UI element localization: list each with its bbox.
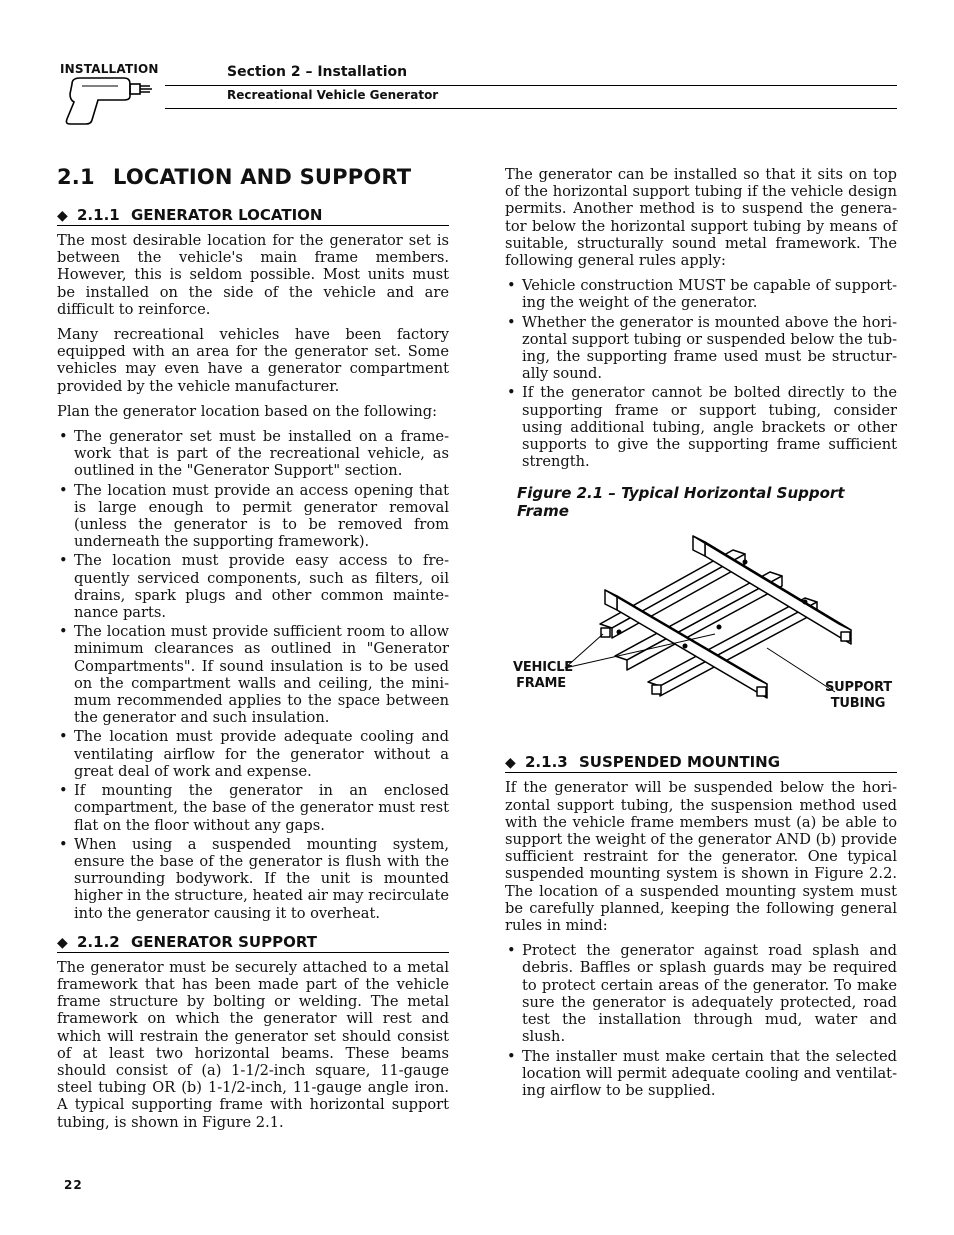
page-number: 22 <box>64 1178 83 1192</box>
support-tubing-label-line1: SUPPORT <box>825 680 892 696</box>
diamond-icon: ◆ <box>505 755 516 772</box>
bullet-list <box>505 942 897 1099</box>
list-item: • Vehicle construction MUST be capable of supporting the weight of the generator. <box>505 277 897 311</box>
list-item: • The location must provide easy access to frequently serviced components, such as filters, oil drains, spark plugs and other common maintenance parts. <box>57 552 449 621</box>
subhead-title: GENERATOR LOCATION <box>131 206 323 224</box>
logo-label: INSTALLATION <box>60 62 159 76</box>
paragraph: Many recreational vehicles have been factory equipped with an area for the generator set. Some vehicles may even have a generator compartment provided by the vehicle manufacturer. <box>57 326 449 395</box>
support-frame-figure <box>505 532 897 742</box>
subhead-generator-location <box>57 206 449 226</box>
list-item: • The location must provide an access opening that is large enough to permit generator removal (unless the generator is to be removed from underneath the supporting framework). <box>57 482 449 551</box>
header-rule <box>165 85 897 86</box>
left-column <box>57 165 449 1139</box>
diamond-icon: ◆ <box>57 208 68 224</box>
header-rule-bottom <box>165 108 897 109</box>
diamond-icon: ◆ <box>57 934 68 951</box>
vehicle-frame-label-line2: FRAME <box>516 676 566 692</box>
section-subtitle: Recreational Vehicle Generator <box>227 88 439 102</box>
installation-logo <box>58 62 168 128</box>
support-tubing-label-line2: TUBING <box>830 696 886 712</box>
paragraph: The most desirable location for the generator set is between the vehicle's main frame members. However, this is seldom possible. Most units must be installed on the side of the vehicle and are difficult to reinforce. <box>57 232 449 318</box>
paragraph: Plan the generator location based on the following: <box>57 402 438 420</box>
list-item: • When using a suspended mounting system, ensure the base of the generator is flush with the surrounding bodywork. If the unit is mounted higher in the structure, heated air may recirculate into the generator causing it to overheat. <box>57 836 449 922</box>
subhead-suspended-mounting <box>505 753 897 773</box>
list-item: • The generator set must be installed on a framework that is part of the recreational vehicle, as outlined in the "Generator Support" section. <box>57 428 449 480</box>
paragraph: If the generator will be suspended below the horizontal support tubing, the suspension method used with the vehicle frame members must (a) be able to support the weight of the generator AND (b) provide sufficient restraint for the generator. One typical suspended mounting system is shown in Figure 2.2. The location of a suspended mounting system must be carefully planned, keeping the following general rules in mind: <box>505 779 897 935</box>
bullet-list <box>505 277 897 470</box>
vehicle-frame-label <box>513 660 573 692</box>
subhead-number: 2.1.1 <box>77 206 120 224</box>
subhead-number: 2.1.3 <box>525 753 568 772</box>
list-item: • Whether the generator is mounted above the horizontal support tubing or suspended below the tubing, the supporting frame used must be structurally sound. <box>505 314 897 383</box>
section-title: Section 2 – Installation <box>227 64 408 80</box>
subhead-number: 2.1.2 <box>77 932 120 951</box>
list-item: • The installer must make certain that the selected location will permit adequate cooling and ventilating airflow to be supplied. <box>505 1048 897 1100</box>
list-item: • The location must provide sufficient room to allow minimum clearances as outlined in "Generator Compartments". If sound insulation is to be used on the compartment walls and ceiling, the minimum recommended applies to the space between the generator and such insulation. <box>57 623 449 726</box>
subhead-title: SUSPENDED MOUNTING <box>579 753 781 772</box>
list-item: • If mounting the generator in an enclosed compartment, the base of the generator must rest flat on the floor without any gaps. <box>57 782 449 834</box>
vehicle-frame-label-line1: VEHICLE <box>513 660 573 676</box>
list-item: • The location must provide adequate cooling and ventilating airflow for the generator without a great deal of work and expense. <box>57 728 449 780</box>
paragraph: The generator can be installed so that it sits on top of the horizontal support tubing if the vehicle design permits. Another method is to suspend the generator below the horizontal support tubing by means of suitable, structurally sound metal framework. The following general rules apply: <box>505 166 897 270</box>
bullet-list <box>57 428 449 922</box>
paragraph: The generator must be securely attached to a metal framework that has been made part of the vehicle frame structure by bolting or welding. The metal framework on which the generator will rest and which will restrain the generator set should consist of at least two horizontal beams. These beams should consist of (a) 1-1/2-inch square, 11-gauge steel tubing OR (b) 1-1/2-inch, 11-gauge angle iron. A typical supporting frame with horizontal support tubing, is shown in Figure 2.1. <box>57 958 449 1131</box>
subhead-generator-support <box>57 933 449 953</box>
list-item: • Protect the generator against road splash and debris. Baffles or splash guards may be required to protect certain areas of the generator. To make sure the generator is adequately protected, road test the installation through mud, water and slush. <box>505 942 897 1045</box>
main-heading-number: 2.1 <box>57 165 95 189</box>
main-heading-title: LOCATION AND SUPPORT <box>113 165 412 189</box>
drill-icon <box>58 62 168 128</box>
list-item: • If the generator cannot be bolted directly to the supporting frame or support tubing, consider using additional tubing, angle brackets or other supports to give the supporting frame sufficient strength. <box>505 384 897 470</box>
support-tubing-label <box>825 680 891 712</box>
figure-caption: Figure 2.1 – Typical Horizontal Support Frame <box>517 484 845 521</box>
right-column <box>505 166 897 1107</box>
main-heading <box>57 165 449 195</box>
subhead-title: GENERATOR SUPPORT <box>131 932 317 951</box>
